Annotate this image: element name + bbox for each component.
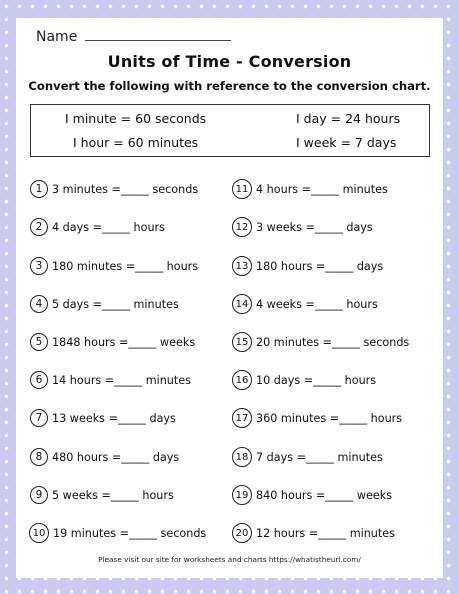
question-number: 9: [30, 486, 48, 504]
question-text: 4 hours =_____ minutes: [256, 182, 388, 196]
question-text: 180 hours =_____ days: [256, 259, 384, 273]
question-6: [30, 368, 191, 392]
fact-week: I week = 7 days: [296, 135, 397, 150]
worksheet-title: Units of Time - Conversion: [107, 52, 352, 71]
name-line: [85, 28, 231, 41]
question-text: 480 hours =_____ days: [52, 450, 180, 464]
question-14: [232, 292, 378, 316]
question-number: 6: [30, 371, 48, 389]
question-number: 15: [232, 332, 252, 352]
worksheet: [16, 18, 443, 578]
question-number: 16: [232, 370, 252, 390]
footer-note: Please visit our site for worksheets and charts https://whatistheurl.com/: [98, 555, 361, 564]
question-13: [232, 254, 383, 278]
question-18: [232, 445, 383, 469]
question-text: 12 hours =_____ minutes: [256, 526, 395, 540]
question-number: 5: [30, 333, 48, 351]
question-number: 19: [232, 485, 252, 505]
question-number: 2: [30, 218, 48, 236]
question-text: 4 weeks =_____ hours: [256, 297, 378, 311]
question-3: [30, 254, 198, 278]
question-10: [29, 521, 206, 545]
question-4: [30, 292, 179, 316]
name-row: [36, 28, 231, 48]
question-text: 4 days =_____ hours: [52, 220, 165, 234]
fact-hour: I hour = 60 minutes: [73, 135, 199, 150]
question-number: 18: [232, 447, 252, 467]
question-number: 3: [30, 257, 48, 275]
question-12: [232, 215, 373, 239]
instructions: Convert the following with reference to the conversion chart.: [28, 79, 431, 93]
question-text: 20 minutes =_____ seconds: [256, 335, 410, 349]
question-number: 11: [232, 179, 252, 199]
question-number: 13: [232, 256, 252, 276]
question-number: 14: [232, 294, 252, 314]
question-number: 10: [29, 523, 49, 543]
question-number: 12: [232, 217, 252, 237]
question-text: 180 minutes =_____ hours: [52, 259, 199, 273]
question-9: [30, 483, 174, 507]
fact-minute: I minute = 60 seconds: [65, 111, 207, 126]
conversion-chart: [30, 104, 430, 157]
question-text: 5 days =_____ minutes: [52, 297, 179, 311]
question-17: [232, 406, 402, 430]
name-label: Name: [36, 29, 78, 45]
question-text: 5 weeks =_____ hours: [52, 488, 174, 502]
question-5: [30, 330, 195, 354]
question-number: 20: [232, 523, 252, 543]
question-19: [232, 483, 392, 507]
question-20: [232, 521, 395, 545]
question-16: [232, 368, 376, 392]
question-text: 840 hours =_____ weeks: [256, 488, 393, 502]
question-text: 10 days =_____ hours: [256, 373, 377, 387]
question-text: 1848 hours =_____ weeks: [52, 335, 196, 349]
question-text: 7 days =_____ minutes: [256, 450, 383, 464]
question-15: [232, 330, 409, 354]
question-number: 7: [30, 409, 48, 427]
question-text: 3 minutes =_____ seconds: [52, 182, 199, 196]
question-8: [30, 445, 179, 469]
question-number: 1: [30, 180, 48, 198]
question-text: 3 weeks =_____ days: [256, 220, 373, 234]
question-number: 4: [30, 295, 48, 313]
question-11: [232, 177, 388, 201]
question-text: 360 minutes =_____ hours: [256, 411, 403, 425]
question-1: [30, 177, 198, 201]
question-text: 14 hours =_____ minutes: [52, 373, 191, 387]
question-number: 17: [232, 408, 252, 428]
question-7: [30, 406, 176, 430]
question-text: 13 weeks =_____ days: [52, 411, 176, 425]
fact-day: I day = 24 hours: [296, 111, 401, 126]
question-number: 8: [30, 448, 48, 466]
question-text: 19 minutes =_____ seconds: [53, 526, 207, 540]
question-2: [30, 215, 165, 239]
